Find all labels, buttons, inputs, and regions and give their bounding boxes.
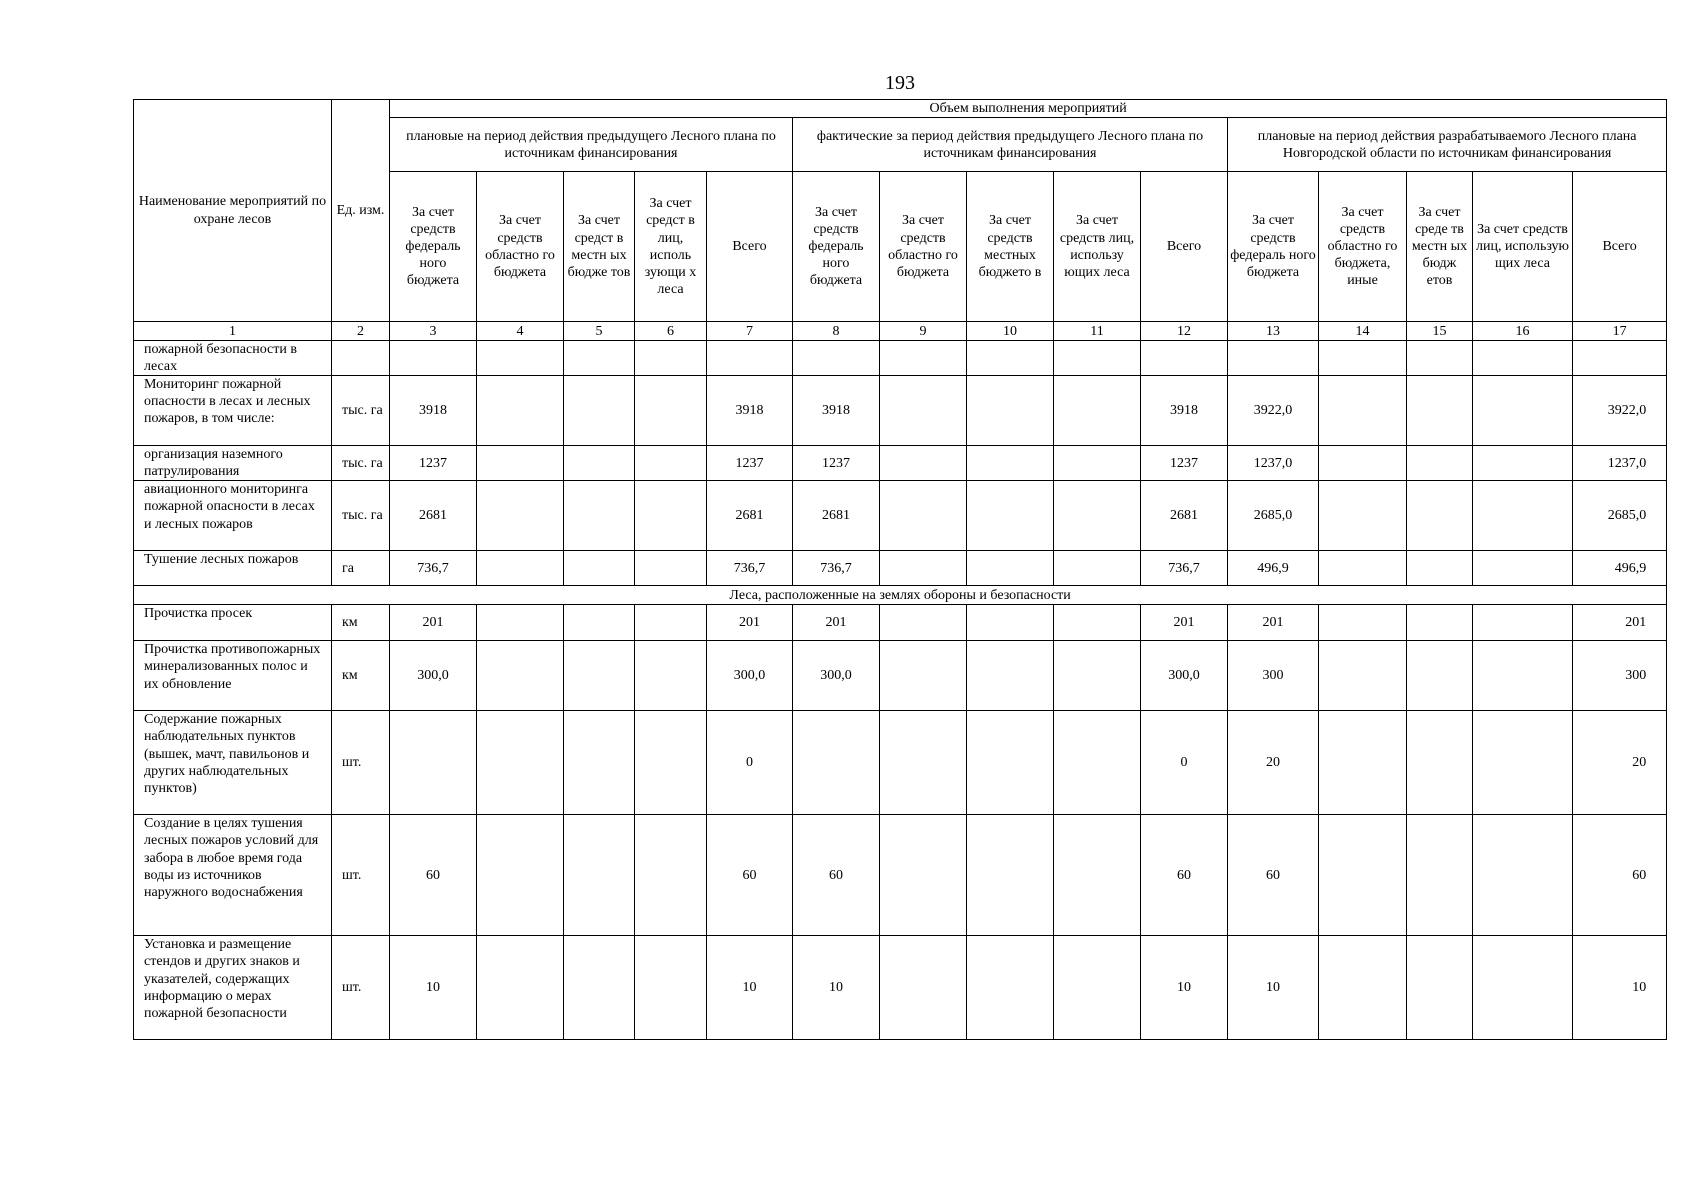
row-name: Тушение лесных пожаров bbox=[134, 551, 332, 586]
row-value bbox=[1054, 815, 1141, 936]
section-row bbox=[134, 586, 1667, 605]
header-group-planned-new: плановые на период действия разрабатываемого Лесного плана Новгородской области по источникам финансирования bbox=[1228, 118, 1667, 172]
row-value bbox=[1054, 341, 1141, 376]
column-number: 14 bbox=[1319, 322, 1407, 341]
row-value: 60 bbox=[1228, 815, 1319, 936]
row-value bbox=[880, 481, 967, 551]
row-name: пожарной безопасности в лесах bbox=[134, 341, 332, 376]
row-value: 3922,0 bbox=[1573, 376, 1667, 446]
row-value bbox=[477, 376, 564, 446]
row-value bbox=[477, 341, 564, 376]
row-unit: тыс. га bbox=[332, 376, 390, 446]
table-body-defense-lands bbox=[134, 605, 1667, 1040]
row-value bbox=[635, 641, 707, 711]
row-value: 20 bbox=[1573, 711, 1667, 815]
row-name: Прочистка просек bbox=[134, 605, 332, 641]
row-value: 2681 bbox=[793, 481, 880, 551]
row-value bbox=[967, 481, 1054, 551]
table-row bbox=[134, 815, 1667, 936]
table-row bbox=[134, 376, 1667, 446]
row-value bbox=[967, 641, 1054, 711]
row-value bbox=[967, 936, 1054, 1040]
row-value bbox=[880, 711, 967, 815]
row-value bbox=[564, 481, 635, 551]
header-sub-col: За счет средств областно го бюджета bbox=[477, 172, 564, 322]
row-value: 736,7 bbox=[793, 551, 880, 586]
row-value bbox=[1319, 641, 1407, 711]
row-value bbox=[635, 711, 707, 815]
row-value: 736,7 bbox=[390, 551, 477, 586]
row-value: 20 bbox=[1228, 711, 1319, 815]
row-value: 10 bbox=[1573, 936, 1667, 1040]
row-value bbox=[1473, 711, 1573, 815]
row-value: 300,0 bbox=[390, 641, 477, 711]
row-value bbox=[793, 711, 880, 815]
row-value: 10 bbox=[1228, 936, 1319, 1040]
column-number: 11 bbox=[1054, 322, 1141, 341]
row-value bbox=[880, 815, 967, 936]
row-value bbox=[880, 446, 967, 481]
row-value bbox=[1407, 341, 1473, 376]
row-value: 201 bbox=[1573, 605, 1667, 641]
row-value bbox=[1054, 605, 1141, 641]
row-value: 3918 bbox=[390, 376, 477, 446]
row-value bbox=[967, 605, 1054, 641]
column-number: 7 bbox=[707, 322, 793, 341]
row-name: Установка и размещение стендов и других знаков и указателей, содержащих информацию о мерах пожарной безопасности bbox=[134, 936, 332, 1040]
row-name: организация наземного патрулирования bbox=[134, 446, 332, 481]
row-value: 300,0 bbox=[793, 641, 880, 711]
row-value: 2685,0 bbox=[1228, 481, 1319, 551]
row-value bbox=[1054, 551, 1141, 586]
table-row bbox=[134, 446, 1667, 481]
row-value bbox=[635, 815, 707, 936]
row-value: 201 bbox=[1141, 605, 1228, 641]
column-numbers-row bbox=[134, 322, 1667, 341]
row-value bbox=[1054, 641, 1141, 711]
table-row bbox=[134, 605, 1667, 641]
row-value bbox=[1407, 551, 1473, 586]
row-value bbox=[967, 376, 1054, 446]
row-unit: шт. bbox=[332, 936, 390, 1040]
row-value bbox=[1473, 481, 1573, 551]
row-value: 0 bbox=[1141, 711, 1228, 815]
row-value: 0 bbox=[707, 711, 793, 815]
header-sub-col: За счет средств местных бюджето в bbox=[967, 172, 1054, 322]
row-value bbox=[477, 641, 564, 711]
row-value bbox=[967, 446, 1054, 481]
row-value: 10 bbox=[390, 936, 477, 1040]
row-unit: тыс. га bbox=[332, 481, 390, 551]
row-value bbox=[880, 376, 967, 446]
row-value bbox=[564, 936, 635, 1040]
column-number: 1 bbox=[134, 322, 332, 341]
row-value: 201 bbox=[707, 605, 793, 641]
section-title: Леса, расположенные на землях обороны и безопасности bbox=[134, 586, 1667, 605]
row-value bbox=[1054, 481, 1141, 551]
row-value bbox=[635, 481, 707, 551]
table-row bbox=[134, 481, 1667, 551]
row-value: 736,7 bbox=[707, 551, 793, 586]
row-value bbox=[1319, 815, 1407, 936]
column-number: 15 bbox=[1407, 322, 1473, 341]
table-row bbox=[134, 551, 1667, 586]
row-value bbox=[477, 605, 564, 641]
column-number: 13 bbox=[1228, 322, 1319, 341]
header-sub-col: За счет средст в лиц, исполь зующи х леса bbox=[635, 172, 707, 322]
row-value: 1237 bbox=[707, 446, 793, 481]
header-sub-col: За счет средств лиц, использую щих леса bbox=[1473, 172, 1573, 322]
header-sub-col: Всего bbox=[1573, 172, 1667, 322]
row-value: 1237 bbox=[390, 446, 477, 481]
row-value bbox=[477, 815, 564, 936]
row-unit bbox=[332, 341, 390, 376]
row-value bbox=[793, 341, 880, 376]
row-value: 1237,0 bbox=[1228, 446, 1319, 481]
row-value bbox=[967, 551, 1054, 586]
row-value bbox=[477, 711, 564, 815]
row-name: Содержание пожарных наблюдательных пунктов (вышек, мачт, павильонов и других наблюдательных пунктов) bbox=[134, 711, 332, 815]
row-value: 2681 bbox=[707, 481, 793, 551]
row-value bbox=[1319, 341, 1407, 376]
row-value: 201 bbox=[390, 605, 477, 641]
row-value bbox=[635, 936, 707, 1040]
column-number: 3 bbox=[390, 322, 477, 341]
row-unit: км bbox=[332, 605, 390, 641]
row-value bbox=[1473, 376, 1573, 446]
row-value bbox=[1319, 376, 1407, 446]
row-value bbox=[635, 551, 707, 586]
row-value bbox=[1141, 341, 1228, 376]
table-body-main bbox=[134, 341, 1667, 586]
row-value: 496,9 bbox=[1228, 551, 1319, 586]
header-group-actual-previous: фактические за период действия предыдущего Лесного плана по источникам финансирования bbox=[793, 118, 1228, 172]
row-value bbox=[564, 711, 635, 815]
row-value: 60 bbox=[707, 815, 793, 936]
table-header bbox=[134, 100, 1667, 341]
page-number: 193 bbox=[885, 72, 915, 94]
row-value: 2685,0 bbox=[1573, 481, 1667, 551]
row-value bbox=[1407, 605, 1473, 641]
row-value bbox=[967, 341, 1054, 376]
row-value bbox=[477, 481, 564, 551]
row-value bbox=[1319, 936, 1407, 1040]
row-value bbox=[1473, 641, 1573, 711]
row-value: 1237 bbox=[1141, 446, 1228, 481]
table-row bbox=[134, 341, 1667, 376]
row-value: 300,0 bbox=[1141, 641, 1228, 711]
row-value bbox=[1228, 341, 1319, 376]
row-unit: га bbox=[332, 551, 390, 586]
column-number: 5 bbox=[564, 322, 635, 341]
row-name: Прочистка противопожарных минерализованных полос и их обновление bbox=[134, 641, 332, 711]
table-body-section bbox=[134, 586, 1667, 605]
row-value bbox=[1319, 481, 1407, 551]
row-name: Создание в целях тушения лесных пожаров условий для забора в любое время года воды из источников наружного водоснабжения bbox=[134, 815, 332, 936]
row-value: 1237,0 bbox=[1573, 446, 1667, 481]
row-value bbox=[564, 341, 635, 376]
row-value: 3918 bbox=[1141, 376, 1228, 446]
table-row bbox=[134, 641, 1667, 711]
row-value: 2681 bbox=[390, 481, 477, 551]
row-value: 3918 bbox=[707, 376, 793, 446]
forest-protection-table bbox=[133, 99, 1667, 1040]
column-number: 16 bbox=[1473, 322, 1573, 341]
row-value bbox=[1407, 481, 1473, 551]
row-value bbox=[1054, 446, 1141, 481]
row-value bbox=[635, 341, 707, 376]
row-value: 3918 bbox=[793, 376, 880, 446]
row-value bbox=[564, 446, 635, 481]
column-number: 17 bbox=[1573, 322, 1667, 341]
row-value: 3922,0 bbox=[1228, 376, 1319, 446]
row-value: 10 bbox=[793, 936, 880, 1040]
header-volume: Объем выполнения мероприятий bbox=[390, 100, 1667, 118]
row-value bbox=[635, 605, 707, 641]
column-number: 8 bbox=[793, 322, 880, 341]
row-value: 60 bbox=[1573, 815, 1667, 936]
row-name: авиационного мониторинга пожарной опасности в лесах и лесных пожаров bbox=[134, 481, 332, 551]
column-number: 2 bbox=[332, 322, 390, 341]
row-value bbox=[564, 641, 635, 711]
row-value bbox=[390, 341, 477, 376]
row-value bbox=[564, 815, 635, 936]
table-row bbox=[134, 711, 1667, 815]
row-value bbox=[1473, 605, 1573, 641]
row-value bbox=[1407, 936, 1473, 1040]
row-unit: км bbox=[332, 641, 390, 711]
row-unit: шт. bbox=[332, 815, 390, 936]
row-value bbox=[1054, 936, 1141, 1040]
row-value bbox=[477, 936, 564, 1040]
row-value bbox=[477, 446, 564, 481]
row-value bbox=[1407, 815, 1473, 936]
row-value bbox=[635, 376, 707, 446]
column-number: 10 bbox=[967, 322, 1054, 341]
row-value: 2681 bbox=[1141, 481, 1228, 551]
row-value bbox=[1319, 711, 1407, 815]
row-value bbox=[880, 605, 967, 641]
row-value bbox=[1054, 376, 1141, 446]
row-value bbox=[1473, 936, 1573, 1040]
header-name-col: Наименование мероприятий по охране лесов bbox=[134, 100, 332, 322]
header-sub-col: За счет средств областно го бюджета bbox=[880, 172, 967, 322]
row-value bbox=[707, 341, 793, 376]
column-number: 4 bbox=[477, 322, 564, 341]
row-value bbox=[1473, 341, 1573, 376]
row-value bbox=[1407, 641, 1473, 711]
row-value bbox=[1319, 551, 1407, 586]
row-value: 10 bbox=[707, 936, 793, 1040]
row-value bbox=[880, 936, 967, 1040]
row-value bbox=[1473, 446, 1573, 481]
row-value bbox=[1319, 605, 1407, 641]
row-value bbox=[564, 376, 635, 446]
row-value: 10 bbox=[1141, 936, 1228, 1040]
table-row bbox=[134, 936, 1667, 1040]
column-number: 6 bbox=[635, 322, 707, 341]
row-value: 736,7 bbox=[1141, 551, 1228, 586]
row-value bbox=[564, 605, 635, 641]
row-value: 60 bbox=[793, 815, 880, 936]
row-value: 60 bbox=[390, 815, 477, 936]
row-value: 496,9 bbox=[1573, 551, 1667, 586]
row-name: Мониторинг пожарной опасности в лесах и лесных пожаров, в том числе: bbox=[134, 376, 332, 446]
header-sub-col: За счет средств лиц, использу ющих леса bbox=[1054, 172, 1141, 322]
row-value bbox=[1054, 711, 1141, 815]
row-value bbox=[1407, 446, 1473, 481]
header-sub-col: За счет средств федераль ного бюджета bbox=[793, 172, 880, 322]
row-value bbox=[635, 446, 707, 481]
row-value bbox=[967, 711, 1054, 815]
row-value bbox=[880, 341, 967, 376]
row-unit: шт. bbox=[332, 711, 390, 815]
column-number: 9 bbox=[880, 322, 967, 341]
header-sub-col: За счет средств федераль ного бюджета bbox=[390, 172, 477, 322]
row-value: 300,0 bbox=[707, 641, 793, 711]
row-value: 60 bbox=[1141, 815, 1228, 936]
row-value bbox=[564, 551, 635, 586]
row-value: 201 bbox=[793, 605, 880, 641]
row-value: 1237 bbox=[793, 446, 880, 481]
row-value bbox=[1573, 341, 1667, 376]
row-value: 201 bbox=[1228, 605, 1319, 641]
row-value bbox=[1407, 376, 1473, 446]
header-sub-col: Всего bbox=[707, 172, 793, 322]
header-sub-col: Всего bbox=[1141, 172, 1228, 322]
header-sub-col: За счет среде тв местн ых бюдж етов bbox=[1407, 172, 1473, 322]
row-value bbox=[477, 551, 564, 586]
row-value bbox=[880, 551, 967, 586]
row-value: 300 bbox=[1573, 641, 1667, 711]
row-value bbox=[1319, 446, 1407, 481]
row-value bbox=[1473, 551, 1573, 586]
row-value bbox=[880, 641, 967, 711]
header-sub-col: За счет средств федераль ного бюджета bbox=[1228, 172, 1319, 322]
row-unit: тыс. га bbox=[332, 446, 390, 481]
header-sub-col: За счет средст в местн ых бюдже тов bbox=[564, 172, 635, 322]
column-number: 12 bbox=[1141, 322, 1228, 341]
header-group-planned-previous: плановые на период действия предыдущего Лесного плана по источникам финансирования bbox=[390, 118, 793, 172]
row-value bbox=[390, 711, 477, 815]
header-unit-col: Ед. изм. bbox=[332, 100, 390, 322]
row-value: 300 bbox=[1228, 641, 1319, 711]
row-value bbox=[1407, 711, 1473, 815]
header-sub-col: За счет средств областно го бюджета, иные bbox=[1319, 172, 1407, 322]
row-value bbox=[967, 815, 1054, 936]
row-value bbox=[1473, 815, 1573, 936]
